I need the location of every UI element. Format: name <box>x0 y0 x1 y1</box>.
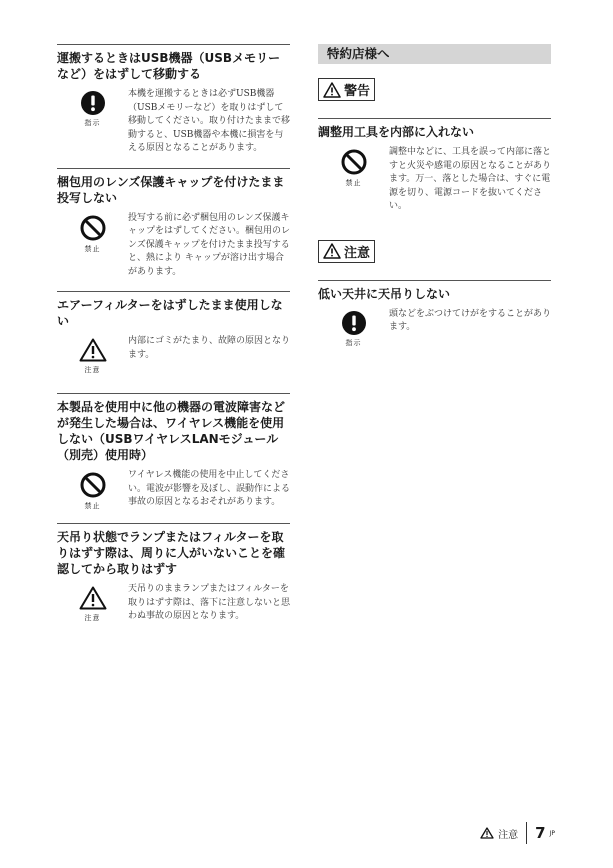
caution-heading <box>318 240 375 263</box>
icon-label: 注意 <box>84 366 101 374</box>
footer-caution-label: 注意 <box>498 829 519 841</box>
section-body: 頭などをぶつけてけがをすることがあります。 <box>389 308 552 332</box>
section-title: 本製品を使用中に他の機器の電波障害などが発生した場合は、ワイヤレス機能を使用しない（USBワイヤレスLANモジュール（別売）使用時） <box>57 400 286 462</box>
icon-label: 禁止 <box>345 179 362 187</box>
section-body: ワイヤレス機能の使用を中止してください。電波が影響を及ぼし、誤動作による事故の原因となるおそれがあります。 <box>128 470 291 507</box>
safety-section <box>57 168 290 280</box>
warning-heading <box>318 78 375 101</box>
safety-section <box>318 118 551 214</box>
caution-triangle-icon <box>79 586 107 610</box>
safety-section <box>57 44 290 156</box>
warning-label: 警告 <box>344 84 371 99</box>
page-footer <box>480 822 555 844</box>
section-title: 調整用工具を内部に入れない <box>318 125 475 139</box>
safety-section <box>57 291 290 375</box>
icon-label: 指示 <box>345 338 362 347</box>
prohibition-icon <box>80 472 106 498</box>
caution-label: 注意 <box>344 245 371 261</box>
icon-label: 禁止 <box>84 244 101 253</box>
footer-divider <box>526 822 527 844</box>
section-title: 梱包用のレンズ保護キャップを付けたまま投写しない <box>57 174 285 205</box>
icon-label: 指示 <box>84 119 101 127</box>
safety-section <box>57 523 290 624</box>
caution-triangle-icon <box>323 243 341 259</box>
warning-triangle-icon <box>323 82 341 98</box>
section-body: 調整中などに、工具を誤って内部に落とすと火災や感電の原因となることがあります。万一、落とした場合は、すぐに電源を切り、電源コードを抜いてください。 <box>389 147 552 211</box>
safety-section <box>57 393 290 511</box>
section-title: 天吊り状態でランプまたはフィルターを取りはずす際は、周りに人がいないことを確認してから取りはずす <box>57 530 286 576</box>
section-body: 天吊りのままランプまたはフィルターを取りはずす際は、落下に注意しないと思わぬ事故の原因となります。 <box>128 584 291 621</box>
section-body: 投写する前に必ず梱包用のレンズ保護キャップをはずしてください。梱包用のレンズ保護キャップを付けたまま投写すると、熱により キャップが溶け出す場合があります。 <box>128 212 291 277</box>
icon-label: 注意 <box>84 614 101 622</box>
page-locale: JP <box>549 829 555 837</box>
page-number: 7 <box>535 824 546 842</box>
right-column <box>318 44 551 362</box>
prohibition-icon <box>80 215 106 241</box>
section-body: 内部にゴミがたまり、故障の原因となります。 <box>128 336 291 360</box>
safety-section <box>318 280 551 348</box>
section-title: 運搬するときはUSB機器（USBメモリーなど）をはずして移動する <box>57 51 281 81</box>
prohibition-icon <box>341 149 367 175</box>
section-title: 低い天井に天吊りしない <box>318 286 451 301</box>
icon-label: 禁止 <box>84 502 101 510</box>
section-title: エアーフィルターをはずしたまま使用しない <box>57 298 283 328</box>
caution-triangle-icon <box>480 827 494 839</box>
mandatory-exclamation-icon <box>81 91 105 115</box>
section-body: 本機を運搬するときは必ずUSB機器（USBメモリーなど）を取りはずして移動してください。取り付けたままで移動すると、USB機器や本機に損害を与える原因となることがあります。 <box>128 89 291 153</box>
dealer-banner: 特約店様へ <box>318 44 551 64</box>
mandatory-exclamation-icon <box>342 311 366 335</box>
caution-triangle-icon <box>79 338 107 362</box>
left-column <box>57 44 290 638</box>
